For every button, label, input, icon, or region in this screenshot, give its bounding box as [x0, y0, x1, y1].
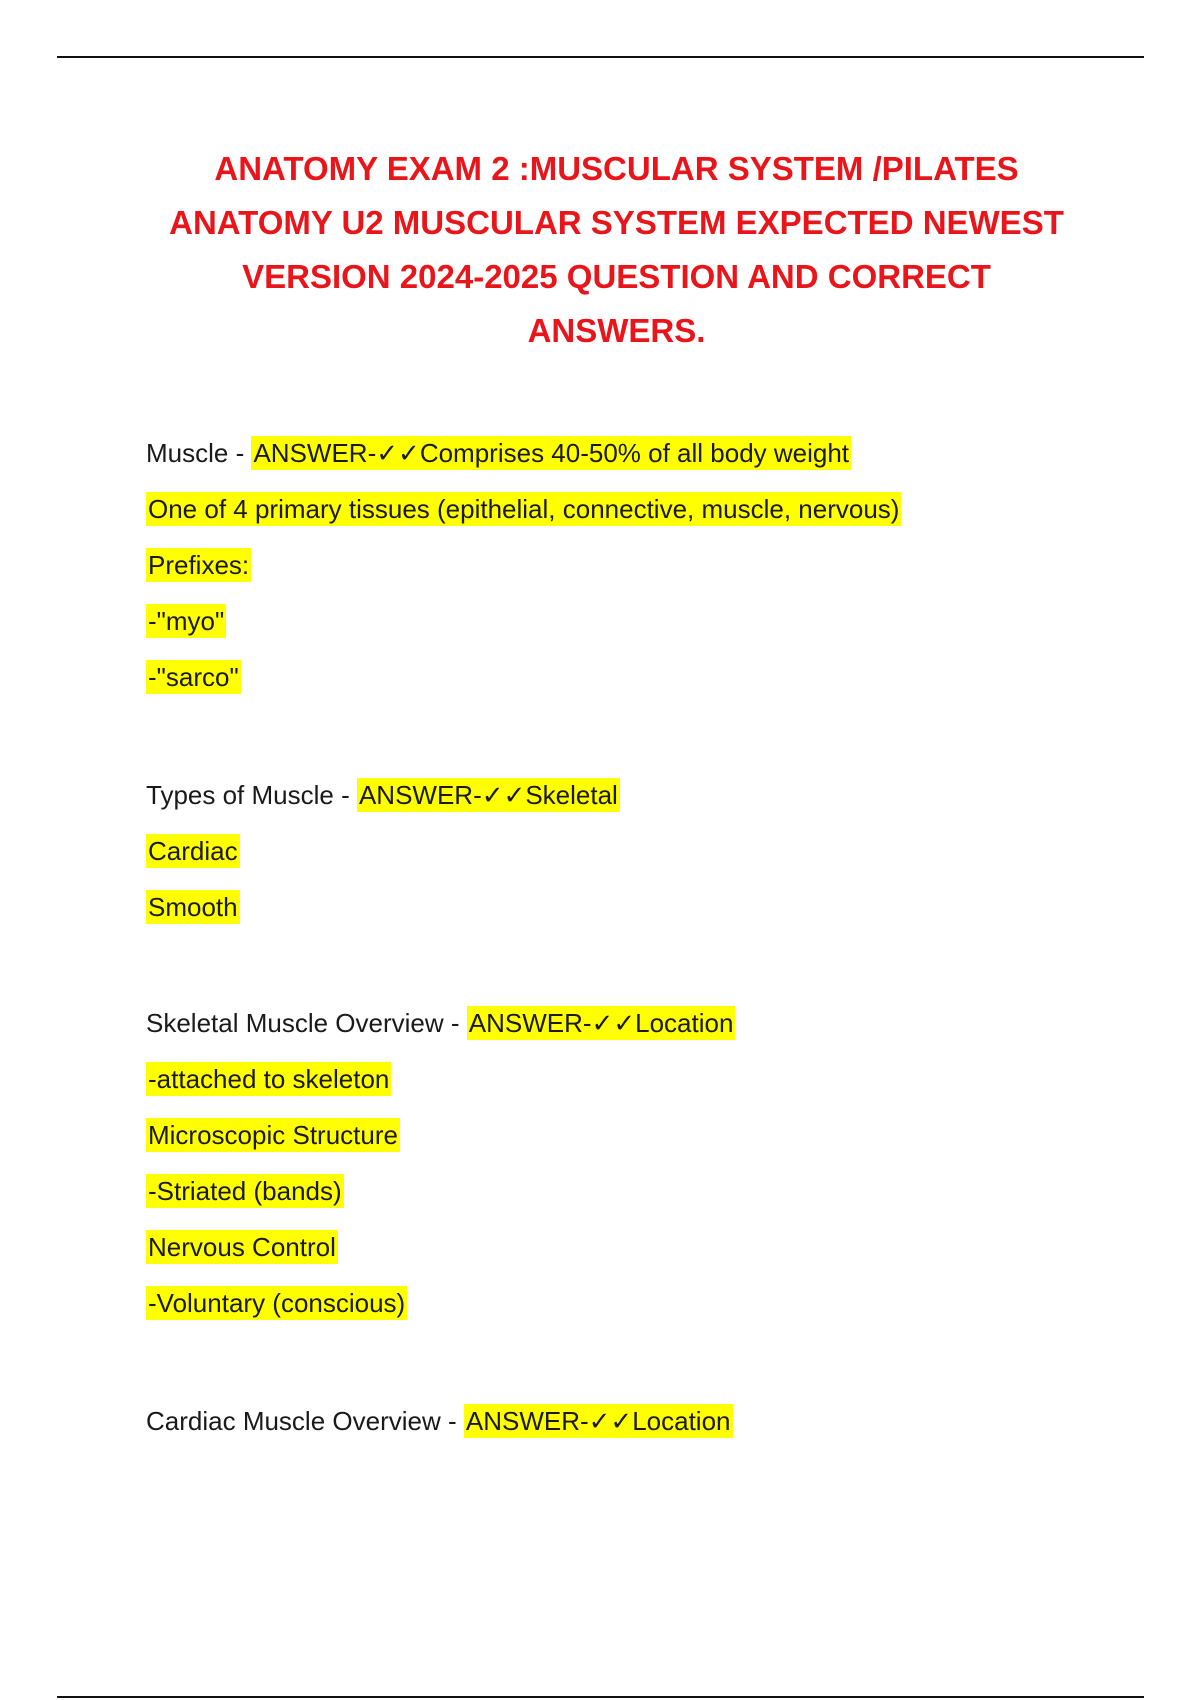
- answer-line-row: [146, 1282, 1146, 1324]
- title-line: ANSWERS.: [527, 312, 706, 349]
- document-title: [100, 142, 1133, 358]
- answer-text: Prefixes:: [148, 550, 250, 580]
- footer-rule: [57, 1696, 1144, 1698]
- answer-line-row: [146, 1226, 1146, 1268]
- answer-line-row: [146, 1170, 1146, 1212]
- header-rule: [57, 56, 1144, 58]
- qa-first-line: [146, 1002, 1146, 1044]
- answer-text: Cardiac: [148, 836, 238, 866]
- answer-line-row: [146, 656, 1146, 698]
- answer-line-row: [146, 830, 1146, 872]
- answer-text: -"myo": [148, 606, 225, 636]
- answer-text: ANSWER-✓✓Comprises 40-50% of all body weight: [253, 438, 850, 468]
- answer-text: -attached to skeleton: [148, 1064, 390, 1094]
- answer-text: -Voluntary (conscious): [148, 1288, 406, 1318]
- answer-text: ANSWER-✓✓Location: [468, 1008, 734, 1038]
- qa-first-line: [146, 774, 1146, 816]
- answer-text: Microscopic Structure: [148, 1120, 398, 1150]
- answer-line-row: [146, 1058, 1146, 1100]
- question-text: Muscle -: [146, 438, 252, 468]
- qa-item-skeletal-muscle-overview: [146, 1002, 1146, 1338]
- question-text: Skeletal Muscle Overview -: [146, 1008, 467, 1038]
- title-line: ANATOMY U2 MUSCULAR SYSTEM EXPECTED NEWEST: [169, 204, 1064, 241]
- answer-line-row: [146, 1114, 1146, 1156]
- question-text: Types of Muscle -: [146, 780, 357, 810]
- qa-item-types-of-muscle: [146, 774, 1146, 942]
- qa-first-line: [146, 432, 1146, 474]
- answer-text: One of 4 primary tissues (epithelial, connective, muscle, nervous): [148, 494, 900, 524]
- answer-text: -"sarco": [148, 662, 239, 692]
- answer-text: ANSWER-✓✓Skeletal: [358, 780, 618, 810]
- answer-text: Nervous Control: [148, 1232, 336, 1262]
- answer-text: ANSWER-✓✓Location: [465, 1406, 731, 1436]
- qa-item-muscle: [146, 432, 1146, 712]
- title-line: VERSION 2024-2025 QUESTION AND CORRECT: [242, 258, 991, 295]
- answer-text: -Striated (bands): [148, 1176, 342, 1206]
- answer-text: Smooth: [148, 892, 238, 922]
- qa-first-line: [146, 1400, 1146, 1442]
- answer-line-row: [146, 600, 1146, 642]
- question-text: Cardiac Muscle Overview -: [146, 1406, 464, 1436]
- answer-line-row: [146, 488, 1146, 530]
- answer-line-row: [146, 886, 1146, 928]
- title-line: ANATOMY EXAM 2 :MUSCULAR SYSTEM /PILATES: [214, 150, 1019, 187]
- answer-line-row: [146, 544, 1146, 586]
- qa-item-cardiac-muscle-overview: [146, 1400, 1146, 1456]
